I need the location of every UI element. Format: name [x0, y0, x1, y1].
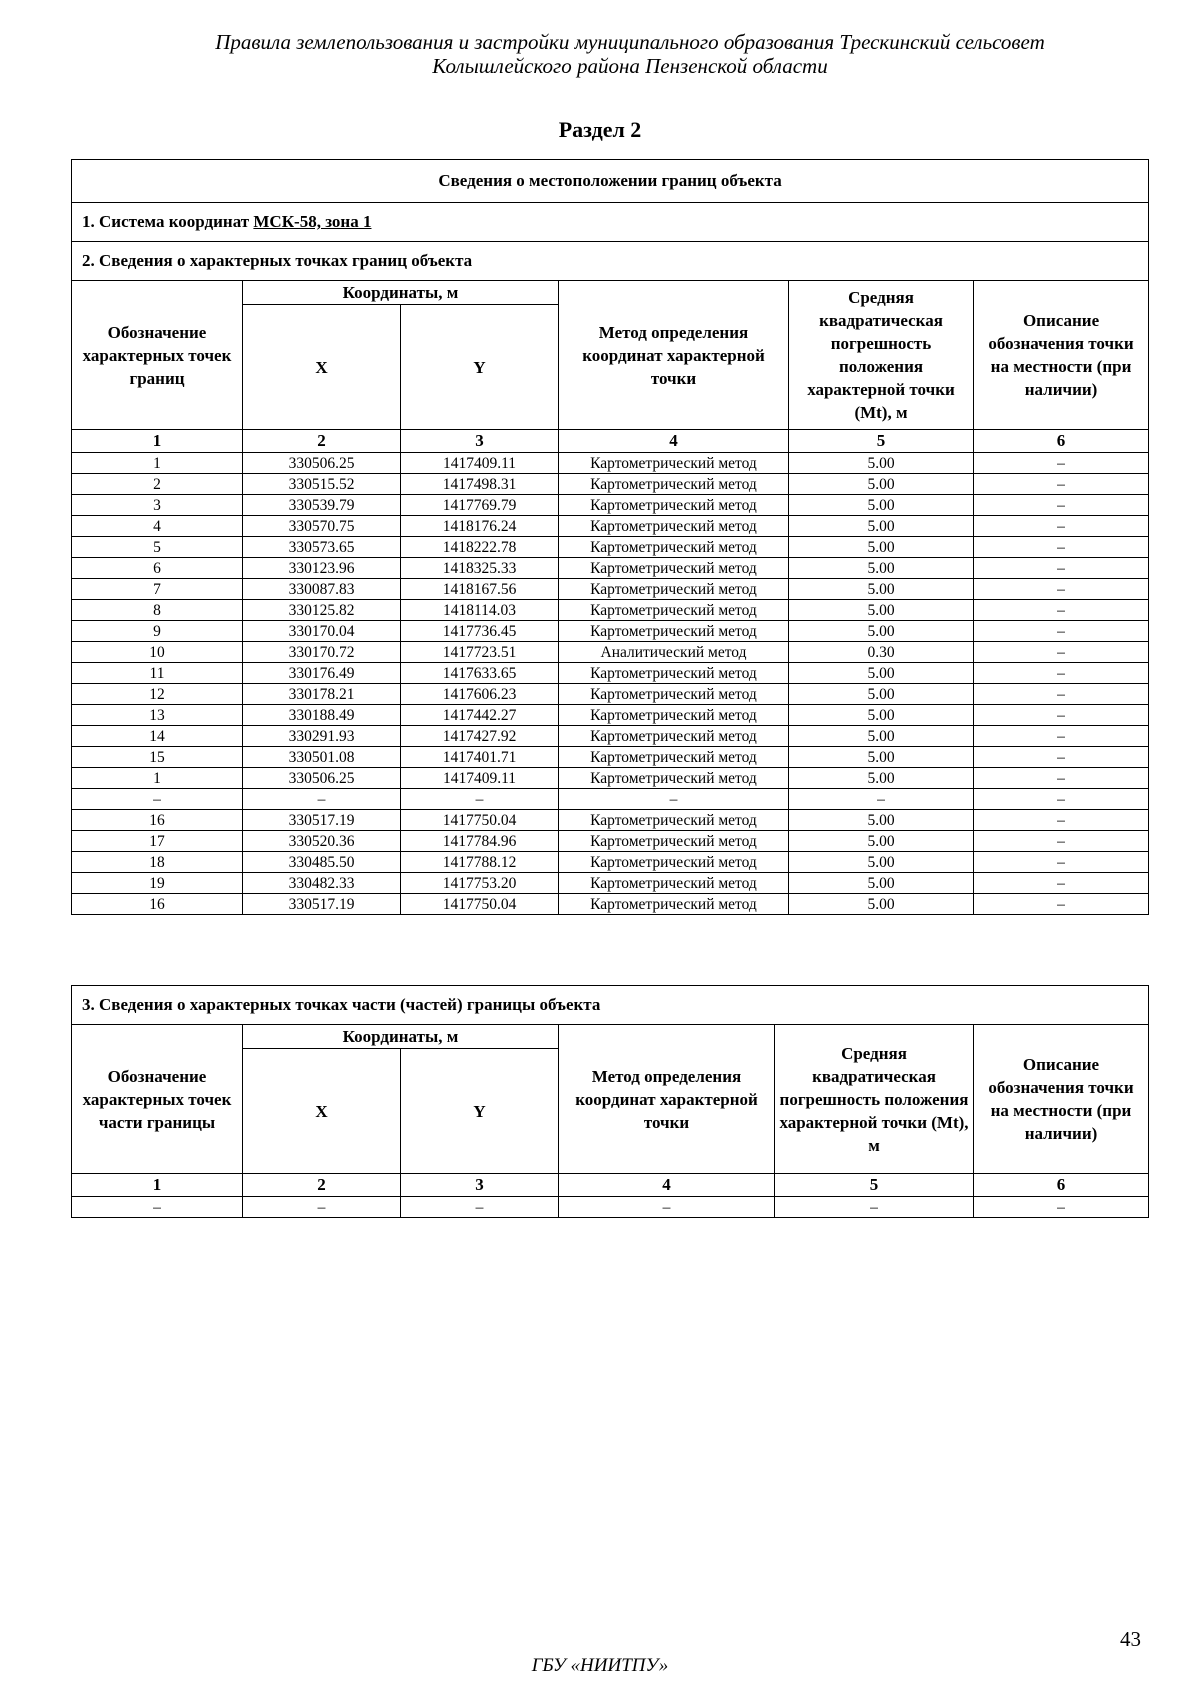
table-row [72, 474, 1149, 495]
cell-x: 330188.49 [243, 705, 401, 726]
cell-desc: – [974, 663, 1149, 684]
cell-method: Картометрический метод [559, 537, 789, 558]
cell-desc: – [974, 852, 1149, 873]
table-row [72, 747, 1149, 768]
cell-method: Картометрический метод [559, 768, 789, 789]
cell-method: Картометрический метод [559, 747, 789, 768]
cell-point: 18 [72, 852, 243, 873]
cell-y: 1417736.45 [401, 621, 559, 642]
column-number: 1 [72, 430, 243, 453]
column-number: 3 [401, 430, 559, 453]
section-title: Раздел 2 [558, 117, 642, 142]
cell-x: 330573.65 [243, 537, 401, 558]
column-number: 5 [789, 430, 974, 453]
cell-method: Картометрический метод [559, 579, 789, 600]
cell-desc: – [974, 810, 1149, 831]
cell-desc: – [974, 768, 1149, 789]
coord-system-value: МСК-58, зона 1 [253, 212, 372, 231]
cell-method: Картометрический метод [559, 810, 789, 831]
header-error: Средняя квадратическая погрешность положения характерной точки (Mt), м [789, 281, 974, 430]
cell-method: Картометрический метод [559, 558, 789, 579]
cell-point: 14 [72, 726, 243, 747]
header-coords: Координаты, м [243, 281, 559, 305]
cell-error: 5.00 [789, 516, 974, 537]
cell-point: 5 [72, 537, 243, 558]
subsection-title: 2. Сведения о характерных точках границ объекта [72, 242, 1149, 281]
cell-x: 330178.21 [243, 684, 401, 705]
cell-desc: – [974, 453, 1149, 474]
cell-y: 1418325.33 [401, 558, 559, 579]
table-title: Сведения о местоположении границ объекта [72, 160, 1149, 203]
cell-point: 15 [72, 747, 243, 768]
cell-y: 1417788.12 [401, 852, 559, 873]
header-desc: Описание обозначения точки на местности (при наличии) [974, 281, 1149, 430]
cell-method: Картометрический метод [559, 495, 789, 516]
table-row [72, 621, 1149, 642]
cell-y: – [401, 789, 559, 810]
cell-desc: – [974, 894, 1149, 915]
cell-y: 1417753.20 [401, 873, 559, 894]
header-y: Y [401, 1049, 559, 1174]
cell-method: Картометрический метод [559, 852, 789, 873]
cell-point: 11 [72, 663, 243, 684]
cell-error: – [775, 1197, 974, 1218]
table-row [72, 537, 1149, 558]
cell-method: Картометрический метод [559, 621, 789, 642]
cell-method: Картометрический метод [559, 873, 789, 894]
subsection-row [72, 242, 1149, 281]
table-row [72, 600, 1149, 621]
cell-method: Картометрический метод [559, 663, 789, 684]
cell-error: 5.00 [789, 831, 974, 852]
coord-system-label: 1. Система координат [82, 212, 254, 231]
cell-x: 330517.19 [243, 894, 401, 915]
table-row [72, 642, 1149, 663]
cell-point: 2 [72, 474, 243, 495]
cell-y: 1418176.24 [401, 516, 559, 537]
cell-point: 1 [72, 768, 243, 789]
cell-error: 5.00 [789, 894, 974, 915]
column-number: 5 [775, 1174, 974, 1197]
table-row [72, 453, 1149, 474]
header-x: X [243, 1049, 401, 1174]
cell-x: – [243, 1197, 401, 1218]
table-row [72, 852, 1149, 873]
cell-desc: – [974, 789, 1149, 810]
cell-y: 1417723.51 [401, 642, 559, 663]
cell-method: – [559, 789, 789, 810]
cell-y: 1417427.92 [401, 726, 559, 747]
cell-error: – [789, 789, 974, 810]
cell-error: 5.00 [789, 474, 974, 495]
cell-error: 5.00 [789, 621, 974, 642]
cell-x: 330515.52 [243, 474, 401, 495]
cell-x: 330170.72 [243, 642, 401, 663]
boundary-table [71, 159, 1149, 915]
cell-method: – [559, 1197, 775, 1218]
cell-desc: – [974, 726, 1149, 747]
cell-point: 12 [72, 684, 243, 705]
cell-error: 5.00 [789, 579, 974, 600]
cell-error: 5.00 [789, 558, 974, 579]
cell-error: 5.00 [789, 663, 974, 684]
cell-x: 330123.96 [243, 558, 401, 579]
cell-error: 5.00 [789, 852, 974, 873]
cell-y: 1417498.31 [401, 474, 559, 495]
column-number-row [72, 430, 1149, 453]
table-row [72, 726, 1149, 747]
cell-error: 5.00 [789, 726, 974, 747]
cell-x: 330485.50 [243, 852, 401, 873]
cell-x: 330539.79 [243, 495, 401, 516]
cell-x: 330125.82 [243, 600, 401, 621]
cell-point: 10 [72, 642, 243, 663]
cell-method: Картометрический метод [559, 894, 789, 915]
cell-point: 3 [72, 495, 243, 516]
cell-y: 1417750.04 [401, 810, 559, 831]
cell-y: 1418114.03 [401, 600, 559, 621]
cell-y: 1417606.23 [401, 684, 559, 705]
table-row [72, 558, 1149, 579]
cell-desc: – [974, 642, 1149, 663]
table-row [72, 516, 1149, 537]
cell-method: Картометрический метод [559, 726, 789, 747]
header-point: Обозначение характерных точек части границы [72, 1025, 243, 1174]
cell-error: 5.00 [789, 705, 974, 726]
cell-desc: – [974, 600, 1149, 621]
cell-desc: – [974, 474, 1149, 495]
cell-x: 330506.25 [243, 453, 401, 474]
cell-desc: – [974, 873, 1149, 894]
cell-error: 5.00 [789, 600, 974, 621]
header-line-1: Правила землепользования и застройки муниципального образования Трескинский сельсовет [215, 30, 1045, 54]
cell-x: 330506.25 [243, 768, 401, 789]
cell-x: 330170.04 [243, 621, 401, 642]
cell-point: 7 [72, 579, 243, 600]
cell-error: 5.00 [789, 453, 974, 474]
header-desc: Описание обозначения точки на местности (при наличии) [974, 1025, 1149, 1174]
header-line-2: Колышлейского района Пензенской области [432, 54, 828, 78]
cell-method: Картометрический метод [559, 516, 789, 537]
cell-point: 16 [72, 810, 243, 831]
part-boundary-table [71, 985, 1149, 1218]
header-method: Метод определения координат характерной точки [559, 281, 789, 430]
header-x: X [243, 305, 401, 430]
cell-error: 5.00 [789, 684, 974, 705]
cell-point: 17 [72, 831, 243, 852]
cell-desc: – [974, 537, 1149, 558]
column-number: 6 [974, 1174, 1149, 1197]
cell-point: 9 [72, 621, 243, 642]
cell-point: 6 [72, 558, 243, 579]
cell-y: 1417784.96 [401, 831, 559, 852]
table-row [72, 873, 1149, 894]
cell-x: 330176.49 [243, 663, 401, 684]
table-row [72, 1197, 1149, 1218]
cell-error: 0.30 [789, 642, 974, 663]
cell-y: 1417750.04 [401, 894, 559, 915]
table-row [72, 705, 1149, 726]
table-row [72, 894, 1149, 915]
header-coords: Координаты, м [243, 1025, 559, 1049]
header-row-1 [72, 1025, 1149, 1049]
cell-x: – [243, 789, 401, 810]
cell-x: 330570.75 [243, 516, 401, 537]
column-number: 1 [72, 1174, 243, 1197]
table-row [72, 495, 1149, 516]
table-row [72, 768, 1149, 789]
cell-desc: – [974, 516, 1149, 537]
header-row-1 [72, 281, 1149, 305]
cell-error: 5.00 [789, 873, 974, 894]
column-number: 3 [401, 1174, 559, 1197]
column-number: 4 [559, 1174, 775, 1197]
cell-x: 330087.83 [243, 579, 401, 600]
cell-y: 1418222.78 [401, 537, 559, 558]
cell-error: 5.00 [789, 537, 974, 558]
table-row [72, 579, 1149, 600]
cell-y: 1417769.79 [401, 495, 559, 516]
cell-desc: – [974, 705, 1149, 726]
cell-y: 1418167.56 [401, 579, 559, 600]
cell-desc: – [974, 495, 1149, 516]
page-number: 43 [1120, 1627, 1141, 1651]
cell-error: 5.00 [789, 495, 974, 516]
header-point: Обозначение характерных точек границ [72, 281, 243, 430]
cell-method: Картометрический метод [559, 453, 789, 474]
cell-point: – [72, 1197, 243, 1218]
cell-error: 5.00 [789, 810, 974, 831]
cell-desc: – [974, 831, 1149, 852]
cell-desc: – [974, 747, 1149, 768]
column-number: 6 [974, 430, 1149, 453]
cell-desc: – [974, 558, 1149, 579]
header-error: Средняя квадратическая погрешность положения характерной точки (Mt), м [775, 1025, 974, 1174]
cell-point: 19 [72, 873, 243, 894]
header-y: Y [401, 305, 559, 430]
cell-x: 330520.36 [243, 831, 401, 852]
header-method: Метод определения координат характерной точки [559, 1025, 775, 1174]
cell-desc: – [974, 684, 1149, 705]
cell-method: Картометрический метод [559, 684, 789, 705]
table-title-row [72, 160, 1149, 203]
cell-error: 5.00 [789, 768, 974, 789]
cell-desc: – [974, 1197, 1149, 1218]
cell-desc: – [974, 621, 1149, 642]
cell-point: 1 [72, 453, 243, 474]
cell-method: Аналитический метод [559, 642, 789, 663]
cell-method: Картометрический метод [559, 705, 789, 726]
cell-method: Картометрический метод [559, 831, 789, 852]
cell-x: 330291.93 [243, 726, 401, 747]
table-row [72, 810, 1149, 831]
cell-x: 330501.08 [243, 747, 401, 768]
cell-y: – [401, 1197, 559, 1218]
column-number: 4 [559, 430, 789, 453]
cell-error: 5.00 [789, 747, 974, 768]
cell-y: 1417633.65 [401, 663, 559, 684]
column-number-row [72, 1174, 1149, 1197]
cell-point: 4 [72, 516, 243, 537]
cell-x: 330482.33 [243, 873, 401, 894]
coord-system-cell [72, 203, 1149, 242]
cell-desc: – [974, 579, 1149, 600]
cell-y: 1417409.11 [401, 453, 559, 474]
cell-y: 1417401.71 [401, 747, 559, 768]
cell-method: Картометрический метод [559, 600, 789, 621]
page-footer: ГБУ «НИИТПУ» [531, 1655, 669, 1676]
column-number: 2 [243, 1174, 401, 1197]
cell-x: 330517.19 [243, 810, 401, 831]
cell-point: 16 [72, 894, 243, 915]
subsection-title: 3. Сведения о характерных точках части (частей) границы объекта [72, 986, 1149, 1025]
subsection-row [72, 986, 1149, 1025]
page-header [130, 30, 1130, 78]
table-row [72, 684, 1149, 705]
table-row [72, 789, 1149, 810]
cell-method: Картометрический метод [559, 474, 789, 495]
cell-point: 8 [72, 600, 243, 621]
cell-point: – [72, 789, 243, 810]
cell-y: 1417409.11 [401, 768, 559, 789]
table-row [72, 831, 1149, 852]
cell-y: 1417442.27 [401, 705, 559, 726]
cell-point: 13 [72, 705, 243, 726]
coord-system-row [72, 203, 1149, 242]
table-row [72, 663, 1149, 684]
column-number: 2 [243, 430, 401, 453]
